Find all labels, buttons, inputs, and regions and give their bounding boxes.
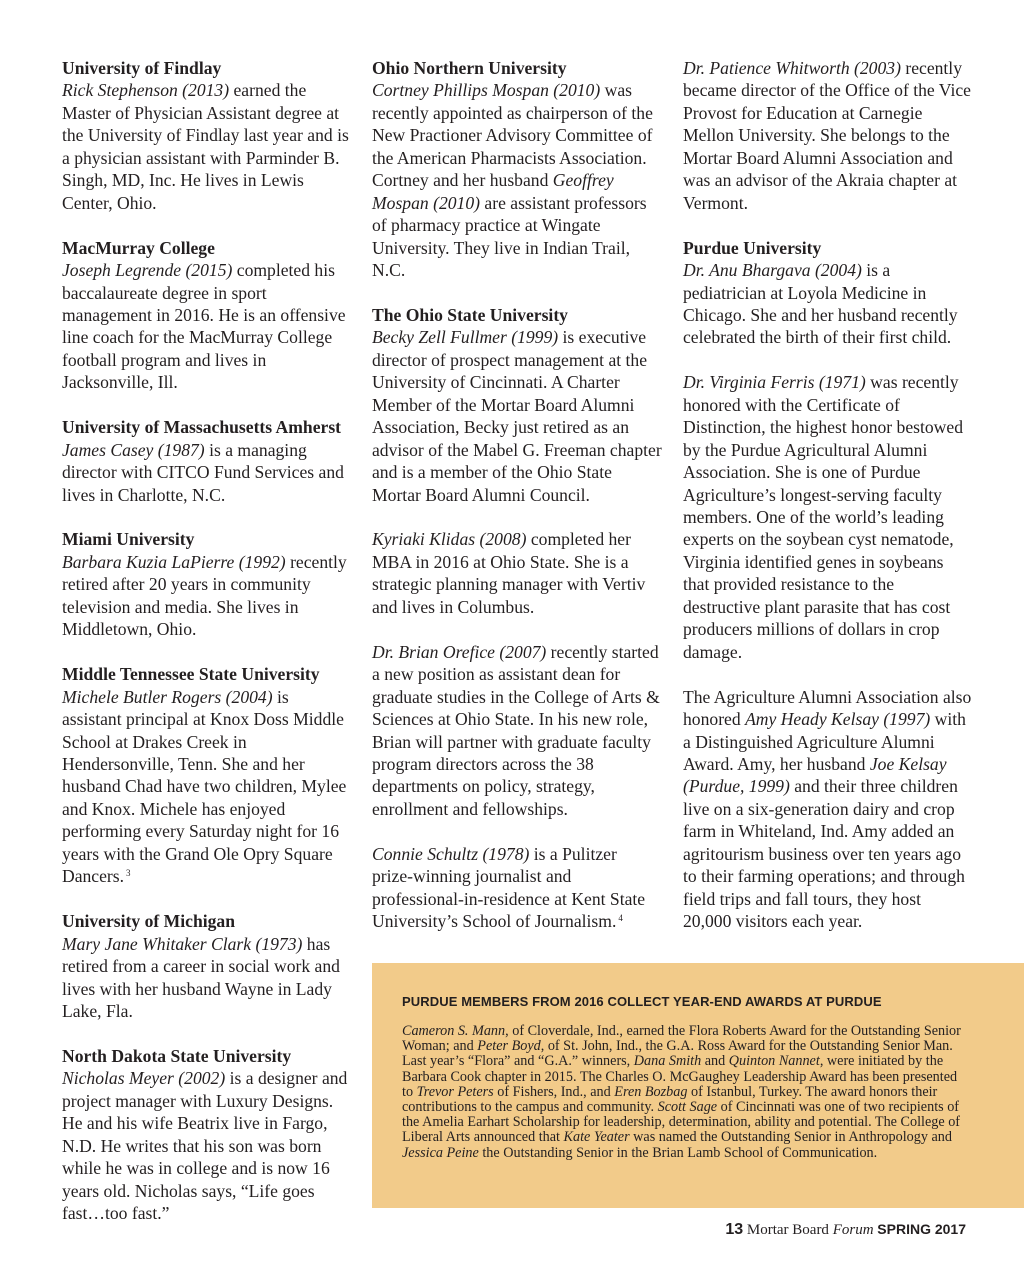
alum-name: Dr. Brian Orefice (2007) <box>372 641 547 662</box>
footnote-marker: 4 <box>618 913 623 924</box>
column-1 <box>62 57 352 1247</box>
school-heading: MacMurray College <box>62 237 215 258</box>
school-heading: Middle Tennessee State University <box>62 664 320 685</box>
awardee-name: Jessica Peine <box>402 1144 479 1161</box>
sidebar-text: of Cincinnati was one of two recipients of the Amelia Earhart Scholarship for leadership, determination, ability and potential. The College of Liberal Arts announced that <box>402 1099 961 1146</box>
note-text: is assistant principal at Knox Doss Middle School at Drakes Creek in Hendersonville, Tenn. She and her husband Chad have two children, Mylee and Knox. Michele has enjoyed performing every Saturday night for 16 years with the Grand Ole Opry Square Dancers. <box>62 686 347 887</box>
awardee-name: Scott Sage <box>657 1099 718 1116</box>
sidebar-text: and <box>701 1053 729 1070</box>
school-heading: Purdue University <box>683 237 822 258</box>
class-note <box>683 686 973 933</box>
class-note <box>62 57 352 214</box>
class-note <box>62 237 352 394</box>
school-heading: University of Michigan <box>62 911 235 932</box>
class-note <box>372 57 662 282</box>
purdue-awards-sidebar <box>372 963 1024 1208</box>
class-note <box>62 663 352 888</box>
awardee-name: Dana Smith <box>633 1053 702 1070</box>
note-text: recently started a new position as assistant dean for graduate studies in the College of Arts & Sciences at Ohio State. In his new role, Brian will partner with graduate faculty program directors across the 38 departments on policy, strategy, enrollment and fellowships. <box>372 641 660 819</box>
note-text: completed her MBA in 2016 at Ohio State. She is a strategic planning manager with Vertiv and lives in Columbus. <box>372 529 646 617</box>
note-text: and their three children live on a six-generation dairy and crop farm in Whiteland, Ind. Amy added an agritourism business over ten years ago to their farming operations; and through field trips and fall tours, they host 20,000 visitors each year. <box>683 776 965 932</box>
class-note <box>683 57 973 214</box>
class-note <box>372 528 662 618</box>
alum-name: Dr. Anu Bhargava (2004) <box>683 260 862 281</box>
awardee-name: Trevor Peters <box>416 1083 494 1100</box>
note-text: completed his baccalaureate degree in sport management in 2016. He is an offensive line coach for the MacMurray College football program and lives in Jacksonville, Ill. <box>62 260 346 393</box>
alum-name: Joseph Legrende (2015) <box>62 260 233 281</box>
alum-name: Rick Stephenson (2013) <box>62 80 230 101</box>
note-lead: The Agriculture Alumni Association also honored <box>683 686 972 730</box>
alum-name: Mary Jane Whitaker Clark (1973) <box>62 933 303 954</box>
sidebar-text: the Outstanding Senior in the Brian Lamb School of Communication. <box>478 1144 878 1161</box>
note-text: recently became director of the Office of the Vice Provost for Education at Carnegie Mellon University. She belongs to the Mortar Board Alumni Association and was an advisor of the Akraia chapter at Vermont. <box>683 58 971 213</box>
alum-name: Becky Zell Fullmer (1999) <box>372 327 559 348</box>
school-heading: The Ohio State University <box>372 304 568 325</box>
alum-name: Geoffrey Mospan (2010) <box>372 170 614 213</box>
alum-name: Barbara Kuzia LaPierre (1992) <box>62 551 286 572</box>
alum-name: Joe Kelsay (Purdue, 1999) <box>683 754 947 797</box>
column-2 <box>372 57 662 955</box>
sidebar-text: was named the Outstanding Senior in Anthropology and <box>629 1129 952 1146</box>
class-note <box>62 416 352 506</box>
sidebar-body <box>402 1024 967 1161</box>
alum-name: Kyriaki Klidas (2008) <box>372 529 527 550</box>
school-heading: University of Massachusetts Amherst <box>62 417 342 438</box>
awardee-name: Kate Yeater <box>563 1129 630 1146</box>
sidebar-text: , of St. John, Ind., the G.A. Ross Award for the Outstanding Senior Man. Last year’s “Flora” and “G.A.” winners, <box>402 1038 953 1070</box>
note-text: is a managing director with CITCO Fund Services and lives in Charlotte, N.C. <box>62 439 344 505</box>
sidebar-title: PURDUE MEMBERS FROM 2016 COLLECT YEAR-END AWARDS AT PURDUE <box>402 994 882 1009</box>
note-text: with a Distinguished Agriculture Alumni Award. Amy, her husband <box>683 709 966 774</box>
class-note <box>62 910 352 1022</box>
alum-name: Cortney Phillips Mospan (2010) <box>372 80 601 101</box>
note-text: is a Pulitzer prize-winning journalist and professional-in-residence at Kent State University’s School of Journalism. <box>372 843 646 932</box>
note-text: earned the Master of Physician Assistant degree at the University of Findlay last year and is a physician assistant with Parminder B. Singh, MD, Inc. He lives in Lewis Center, Ohio. <box>62 80 349 213</box>
page-footer <box>725 1221 966 1239</box>
school-heading: Ohio Northern University <box>372 58 567 78</box>
note-text: is executive director of prospect management at the University of Cincinnati. A Charter Member of the Mortar Board Alumni Association, Becky just retired as an advisor of the Mabel G. Freeman chapter and is a member of the Ohio State Mortar Board Alumni Council. <box>372 327 662 505</box>
note-text: is a designer and project manager with Luxury Designs. He and his wife Beatrix live in Fargo, N.D. He writes that his son was born while he was in college and is now 16 years old. Nicholas says, “Life goes fast…too fast.” <box>62 1068 348 1224</box>
note-text: are assistant professors of pharmacy practice at Wingate University. They live in Indian Trail, N.C. <box>372 192 647 281</box>
class-note <box>683 237 973 349</box>
awardee-name: Peter Boyd <box>477 1038 541 1055</box>
class-note <box>62 1045 352 1225</box>
awardee-name: Cameron S. Mann <box>402 1023 506 1039</box>
class-note <box>372 843 662 933</box>
sidebar-text: of Fishers, Ind., and <box>493 1083 615 1100</box>
note-text: is a pediatrician at Loyola Medicine in Chicago. She and her husband recently celebrated the birth of their first child. <box>683 260 958 348</box>
footnote-marker: 3 <box>126 868 131 879</box>
publication-forum: Forum <box>832 1222 874 1238</box>
alum-name: James Casey (1987) <box>62 439 205 460</box>
class-note <box>372 641 662 821</box>
sidebar-text: of Istanbul, Turkey. The award honors their contributions to the campus and community. <box>402 1083 938 1116</box>
note-text: was recently appointed as chairperson of the New Practioner Advisory Committee of the American Pharmacists Association. Cortney and her husband <box>372 80 653 191</box>
school-heading: Miami University <box>62 529 195 550</box>
issue-season: SPRING 2017 <box>877 1221 966 1237</box>
alum-name: Michele Butler Rogers (2004) <box>62 686 273 707</box>
note-text: was recently honored with the Certificate of Distinction, the highest honor bestowed by the Purdue Agricultural Alumni Association. She is one of Purdue Agriculture’s longest-serving faculty members. One of the world’s leading experts on the soybean cyst nematode, Virginia identified genes in soybeans that provided resistance to the destructive plant parasite that has cost producers millions of dollars in crop damage. <box>683 372 963 662</box>
school-heading: University of Findlay <box>62 58 222 78</box>
school-heading: North Dakota State University <box>62 1045 292 1066</box>
alum-name: Nicholas Meyer (2002) <box>62 1068 226 1089</box>
alum-name: Dr. Virginia Ferris (1971) <box>683 372 866 393</box>
note-text: has retired from a career in social work and lives with her husband Wayne in Lady Lake, Fla. <box>62 933 340 1021</box>
class-note <box>62 528 352 640</box>
awardee-name: Quinton Nannet <box>728 1053 820 1070</box>
alum-name: Amy Heady Kelsay (1997) <box>745 709 931 730</box>
note-text: recently retired after 20 years in community television and media. She lives in Middletown, Ohio. <box>62 551 347 640</box>
class-note <box>372 304 662 506</box>
publication-name: Mortar Board <box>746 1222 833 1238</box>
alum-name: Dr. Patience Whitworth (2003) <box>683 58 901 78</box>
awardee-name: Eren Bozbag <box>614 1083 688 1100</box>
sidebar-text: , of Cloverdale, Ind., earned the Flora Roberts Award for the Outstanding Senior Woman; and <box>402 1023 961 1055</box>
column-3 <box>683 57 973 955</box>
alum-name: Connie Schultz (1978) <box>372 843 530 864</box>
sidebar-text: , were initiated by the Barbara Cook chapter in 2015. The Charles O. McGaughey Leadership Award has been presented to <box>402 1053 958 1100</box>
page-number: 13 <box>725 1221 744 1238</box>
class-note <box>683 371 973 663</box>
